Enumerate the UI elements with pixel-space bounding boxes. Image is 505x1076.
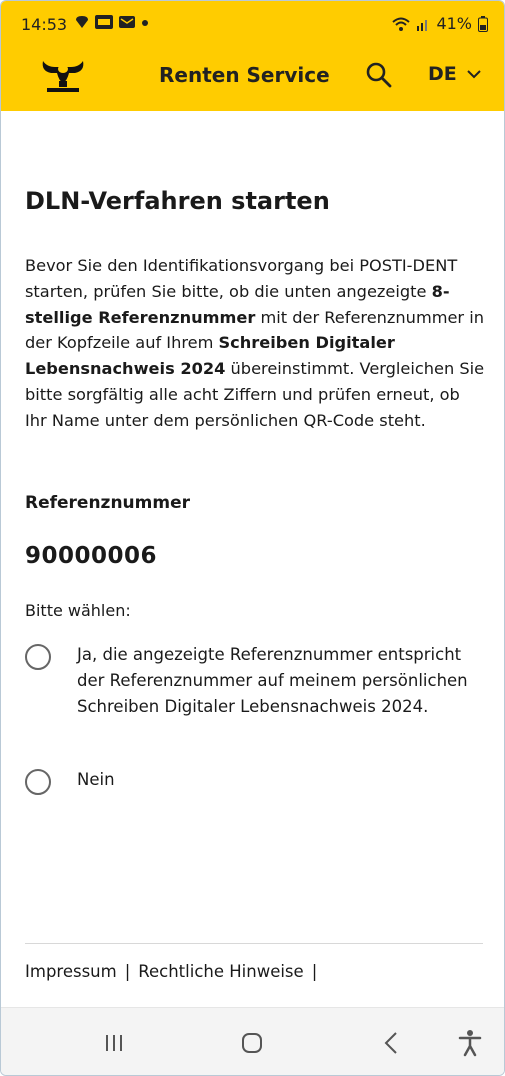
- back-icon[interactable]: [377, 1028, 407, 1058]
- mail-icon: [119, 15, 135, 29]
- location-icon: [75, 15, 89, 29]
- app-title: Renten Service: [159, 63, 330, 87]
- option-no-label[interactable]: Nein: [77, 770, 115, 789]
- footer-separator: |: [311, 962, 318, 981]
- option-yes[interactable]: [25, 642, 487, 720]
- signal-icon: [416, 17, 430, 31]
- radio-no[interactable]: [25, 769, 51, 795]
- wifi-icon: [392, 16, 410, 32]
- reference-number: 90000006: [25, 543, 158, 569]
- option-no[interactable]: [25, 767, 487, 795]
- impressum-link[interactable]: Impressum: [25, 962, 117, 981]
- search-icon[interactable]: [365, 61, 393, 89]
- dot-icon: [141, 15, 149, 29]
- language-selector[interactable]: [428, 63, 481, 85]
- option-yes-label[interactable]: Ja, die angezeigte Referenznummer entspricht der Referenznummer auf meinem persönlichen Schreiben Digitaler Lebensnachweis 2024.: [77, 645, 468, 716]
- language-label: DE: [428, 63, 457, 85]
- accessibility-icon[interactable]: [455, 1028, 485, 1058]
- battery-percentage: 41%: [436, 14, 472, 33]
- radio-yes[interactable]: [25, 644, 51, 670]
- legal-notice-link[interactable]: Rechtliche Hinweise: [138, 962, 304, 981]
- home-icon[interactable]: [237, 1028, 267, 1058]
- battery-icon: [478, 16, 488, 32]
- footer-links: [25, 962, 325, 981]
- intro-text: Bevor Sie den Identifikationsvorgang bei POSTI-DENT starten, prüfen Sie bitte, ob die unten angezeigte 8-stellige Referenznummer mit der Referenznummer in der Kopfzeile auf Ihrem Schreiben Digitaler Lebensnachweis 2024 übereinstimmt. Vergleichen Sie bitte sorgfältig alle acht Ziffern und prüfen erneut, ob Ihr Name unter dem persönlichen QR-Code steht.: [25, 256, 485, 430]
- recent-apps-icon[interactable]: [99, 1028, 129, 1058]
- footer-separator: |: [124, 962, 131, 981]
- status-time: 14:53: [21, 15, 68, 34]
- app-notification-icon: [95, 15, 113, 29]
- status-bar: [1, 1, 504, 47]
- reference-label: Referenznummer: [25, 493, 191, 513]
- footer-divider: [25, 943, 483, 944]
- main-content: [25, 187, 485, 789]
- choose-label: Bitte wählen:: [25, 601, 131, 620]
- chevron-down-icon: [467, 69, 481, 79]
- deutsche-post-logo[interactable]: [37, 55, 89, 95]
- app-header: [1, 47, 504, 111]
- system-nav-bar: [1, 1007, 504, 1076]
- page-title: DLN-Verfahren starten: [25, 187, 330, 215]
